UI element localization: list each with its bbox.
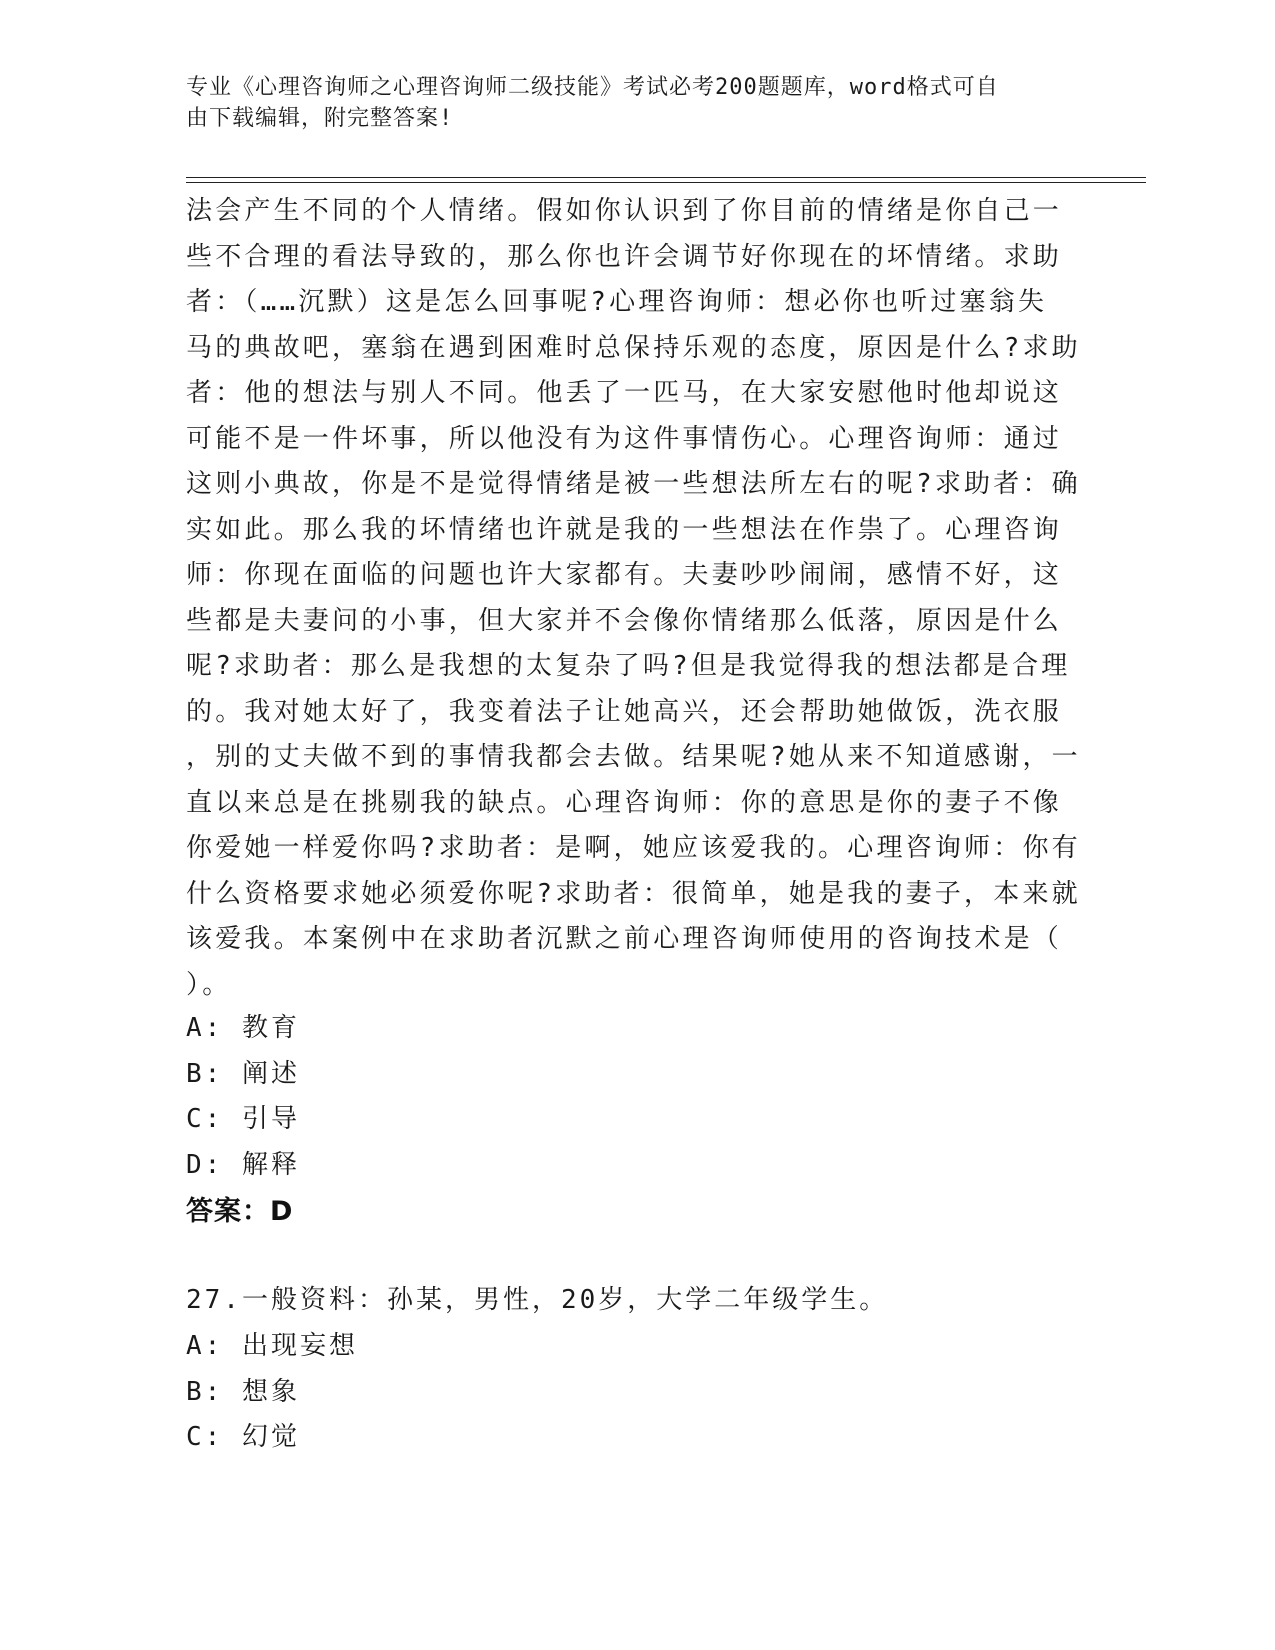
passage-line: 法会产生不同的个人情绪。假如你认识到了你目前的情绪是你自己一 <box>186 196 1063 226</box>
option-text: 引导 <box>241 1104 300 1134</box>
passage-line: 实如此。那么我的坏情绪也许就是我的一些想法在作祟了。心理咨询 <box>186 514 1063 545</box>
option-d <box>186 1143 786 1189</box>
passage-line: 这则小典故，你是不是觉得情绪是被一些想法所左右的呢?求助者：确 <box>186 469 1081 499</box>
question-27-options <box>186 1324 786 1461</box>
option-text: 幻觉 <box>241 1422 300 1452</box>
passage-line: 可能不是一件坏事，所以他没有为这件事情伤心。心理咨询师：通过 <box>186 423 1063 454</box>
passage-line: 些都是夫妻问的小事，但大家并不会像你情绪那么低落，原因是什么 <box>186 605 1063 636</box>
option-letter: A: <box>186 1331 224 1361</box>
question-26-options <box>186 1006 786 1188</box>
header-rule-top <box>186 177 1146 178</box>
passage-line: 的。我对她太好了，我变着法子让她高兴，还会帮助她做饭，洗衣服 <box>186 696 1063 727</box>
passage-line: 呢?求助者：那么是我想的太复杂了吗?但是我觉得我的想法都是合理 <box>186 651 1071 681</box>
header-line-2: 由下载编辑，附完整答案! <box>186 106 454 131</box>
option-letter: C: <box>186 1422 224 1452</box>
option-letter: D: <box>186 1149 224 1180</box>
option-letter: A: <box>186 1013 224 1043</box>
passage-line: 者：他的想法与别人不同。他丢了一匹马，在大家安慰他时他却说这 <box>186 378 1063 408</box>
passage-line: 些不合理的看法导致的，那么你也许会调节好你现在的坏情绪。求助 <box>186 241 1063 272</box>
option-letter: C: <box>186 1104 224 1134</box>
option-letter: B: <box>186 1376 224 1407</box>
option-b <box>186 1370 786 1416</box>
passage-line: 师：你现在面临的问题也许大家都有。夫妻吵吵闹闹，感情不好，这 <box>186 560 1063 590</box>
page-header <box>186 72 1066 134</box>
option-a <box>186 1324 786 1370</box>
question-26-answer: 答案：D <box>186 1196 294 1227</box>
option-c <box>186 1097 786 1143</box>
header-line-1: 专业《心理咨询师之心理咨询师二级技能》考试必考200题题库，word格式可自 <box>186 75 999 100</box>
passage-line: 该爱我。本案例中在求助者沉默之前心理咨询师使用的咨询技术是（ <box>186 924 1063 954</box>
option-a <box>186 1006 786 1052</box>
passage-line: 什么资格要求她必须爱你呢?求助者：很简单，她是我的妻子，本来就 <box>186 878 1081 909</box>
passage-line: 直以来总是在挑剔我的缺点。心理咨询师：你的意思是你的妻子不像 <box>186 787 1063 818</box>
option-text: 想象 <box>241 1376 300 1407</box>
passage-line: 马的典故吧，塞翁在遇到困难时总保持乐观的态度，原因是什么?求助 <box>186 332 1081 363</box>
option-text: 出现妄想 <box>241 1331 358 1361</box>
passage-line: 者：（……沉默）这是怎么回事呢?心理咨询师：想必你也听过塞翁失 <box>186 287 1048 317</box>
passage-line: ，别的丈夫做不到的事情我都会去做。结果呢?她从来不知道感谢，一 <box>186 742 1081 772</box>
option-c <box>186 1415 786 1461</box>
option-b <box>186 1052 786 1098</box>
header-rule-bottom <box>186 182 1146 183</box>
option-letter: B: <box>186 1058 224 1089</box>
question-27-stem: 27.一般资料：孙某，男性，20岁，大学二年级学生。 <box>186 1285 889 1315</box>
option-text: 解释 <box>241 1149 300 1180</box>
option-text: 阐述 <box>241 1058 300 1089</box>
passage-line: 你爱她一样爱你吗?求助者：是啊，她应该爱我的。心理咨询师：你有 <box>186 833 1081 863</box>
question-26-passage <box>186 189 1081 1008</box>
passage-line: ）。 <box>186 969 232 1000</box>
option-text: 教育 <box>241 1013 300 1043</box>
